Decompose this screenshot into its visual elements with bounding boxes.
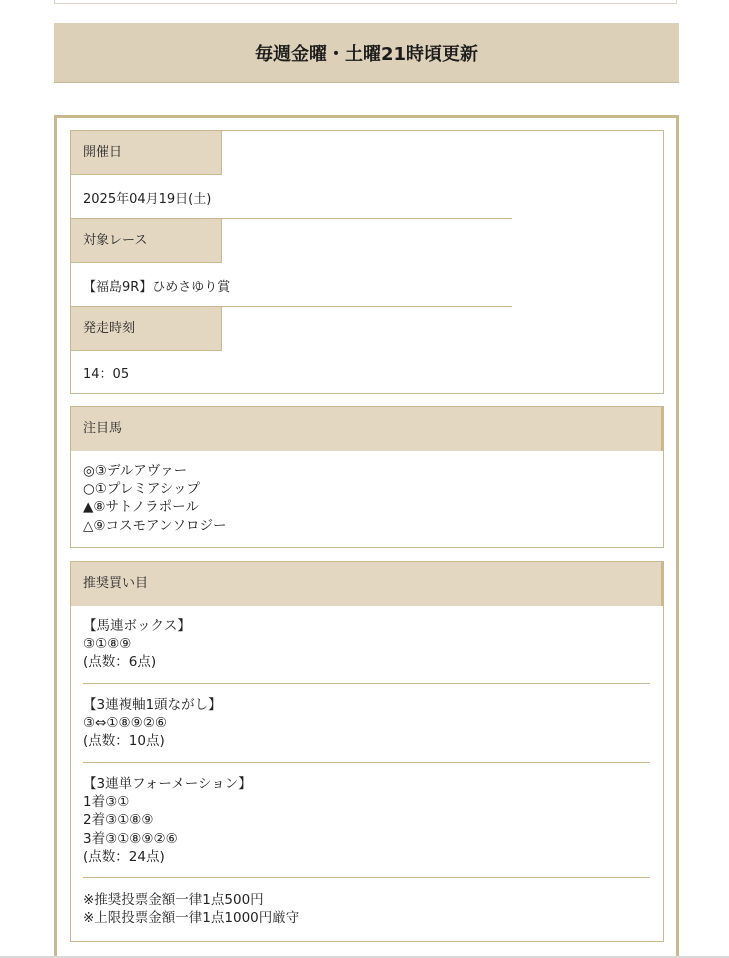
attention-list — [83, 462, 226, 535]
list-item: △⑨コスモアンソロジー — [83, 517, 227, 534]
divider — [83, 877, 650, 878]
divider — [83, 683, 650, 684]
list-item: ◎③デルアヴァー — [83, 463, 188, 479]
bet-horses: ③①⑧⑨ — [83, 636, 132, 653]
bet-block — [83, 775, 252, 866]
update-banner — [54, 23, 679, 83]
bet-horses: ③⇔①⑧⑨②⑥ — [83, 715, 167, 732]
bet-notes — [83, 891, 299, 927]
attention-horses-box — [70, 406, 664, 548]
divider — [83, 762, 650, 763]
date-label: 開催日 — [71, 131, 222, 175]
date-value: 2025年04月19日(土) — [83, 192, 212, 207]
bet-title: 【3連複軸1頭ながし】 — [83, 697, 222, 713]
bet-first: 1着③① — [83, 794, 130, 811]
bet-block — [83, 696, 222, 751]
bet-third: 3着③①⑧⑨②⑥ — [83, 830, 178, 847]
recommend-label: 推奨買い目 — [71, 562, 663, 606]
recommended-bets-box — [70, 561, 664, 942]
list-item: ▲⑧サトノラポール — [83, 499, 199, 516]
note: ※上限投票金額一律1点1000円厳守 — [83, 910, 300, 927]
bet-title: 【3連単フォーメーション】 — [83, 776, 252, 792]
note: ※推奨投票金額一律1点500円 — [83, 892, 264, 908]
bet-points: (点数：24点) — [83, 848, 165, 865]
bet-second: 2着③①⑧⑨ — [83, 812, 154, 829]
list-item: ○①プレミアシップ — [83, 481, 201, 498]
attention-label: 注目馬 — [71, 407, 663, 451]
banner-title: 毎週金曜・土曜21時頃更新 — [254, 43, 479, 65]
time-label: 発走時刻 — [71, 307, 222, 351]
race-value: 【福島9R】ひめさゆり賞 — [83, 280, 231, 295]
top-frame — [54, 0, 677, 4]
time-value: 14：05 — [83, 367, 130, 382]
race-info-box — [70, 130, 664, 394]
bet-points: (点数：10点) — [83, 733, 165, 750]
bet-block — [83, 617, 191, 672]
bet-title: 【馬連ボックス】 — [83, 618, 191, 634]
race-label: 対象レース — [71, 219, 222, 263]
bet-points: (点数：6点) — [83, 654, 157, 671]
